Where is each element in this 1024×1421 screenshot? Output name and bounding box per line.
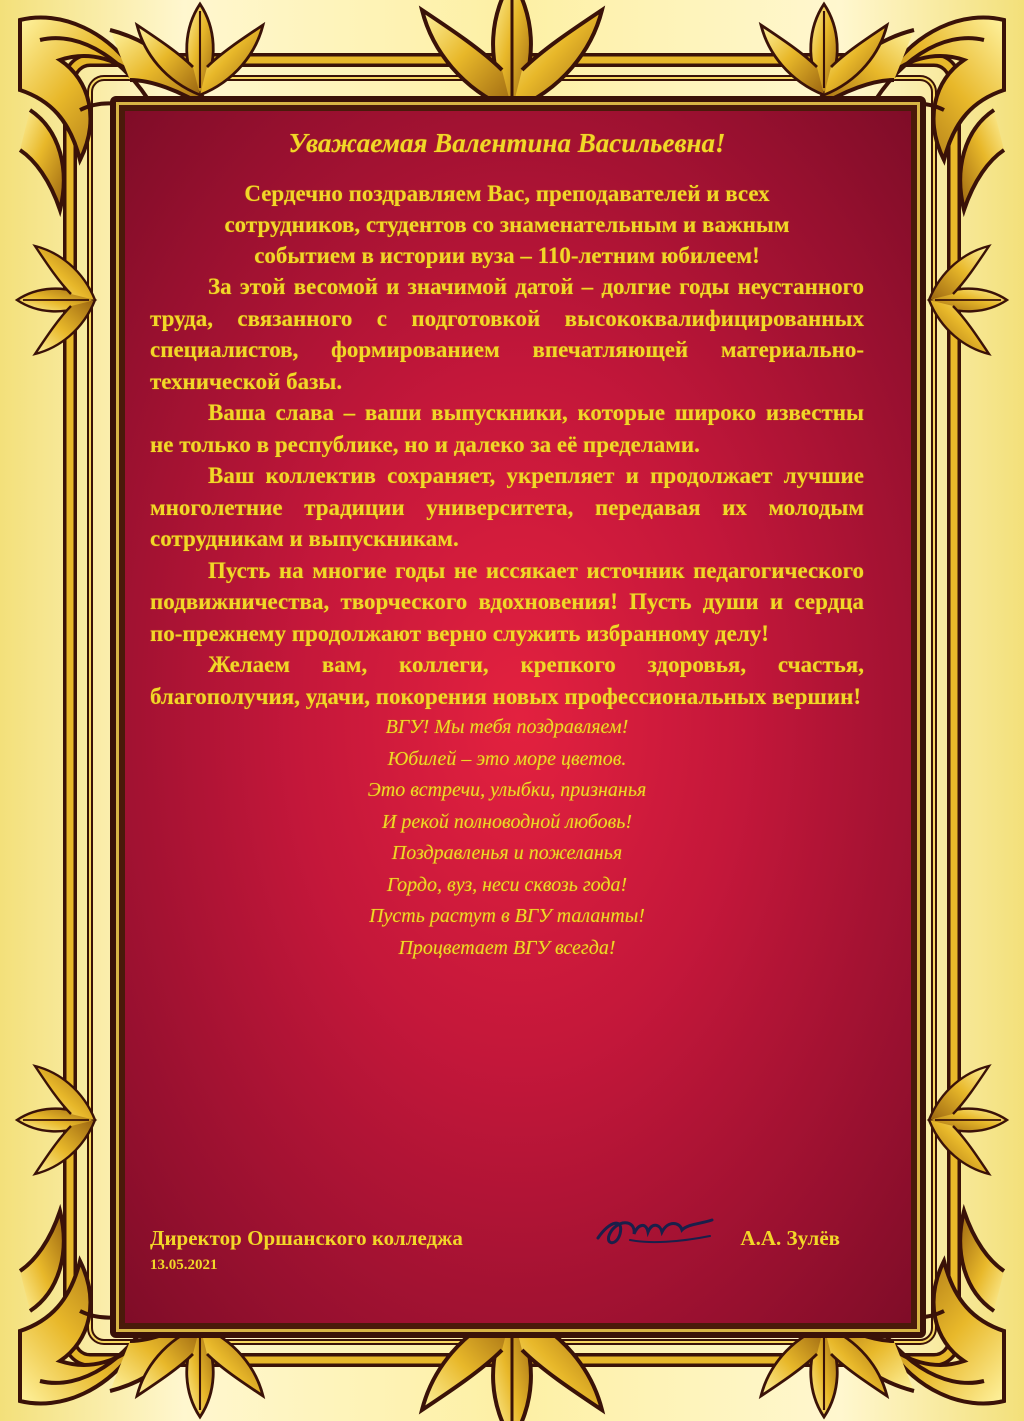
poem-line: Это встречи, улыбки, признанья (367, 779, 647, 801)
signature-date: 13.05.2021 (150, 1257, 218, 1273)
poem-line: ВГУ! Мы тебя поздравляем! (385, 716, 629, 738)
greeting-heading: Уважаемая Валентина Васильевна! (288, 128, 726, 158)
handwritten-signature-icon (590, 1200, 720, 1260)
letter-body (150, 120, 864, 964)
poem-line: Процветает ВГУ всегда! (398, 936, 616, 959)
paragraph: Ваш коллектив сохраняет, укрепляет и продолжает лучшие многолетние традиции университета, передавая их молодым сотрудникам и выпускникам. (150, 463, 864, 551)
paragraph: За этой весомой и значимой датой – долгие годы неустанного труда, связанного с подготовкой высококвалифицированных специалистов, формированием впечатляющей материально-технической базы. (150, 274, 864, 394)
lead-paragraph: Сердечно поздравляем Вас, преподавателей и всех сотрудников, студентов со знаменательным и важным событием в истории вуза – 110-летним юбилеем! (224, 181, 790, 268)
poem-line: Юбилей – это море цветов. (387, 747, 627, 770)
paragraph: Желаем вам, коллеги, крепкого здоровья, счастья, благополучия, удачи, покорения новых профессиональных вершин! (150, 652, 864, 709)
paragraph: Ваша слава – ваши выпускники, которые широко известны не только в республике, но и далеко за её пределами. (150, 400, 864, 457)
paragraph: Пусть на многие годы не иссякает источник педагогического подвижничества, творческого вдохновения! Пусть души и сердца по-прежнему продолжают верно служить избранному делу! (150, 557, 864, 646)
poem-line: Пусть растут в ВГУ таланты! (369, 905, 645, 927)
signature-block (150, 1222, 870, 1262)
signer-title: Директор Оршанского колледжа (150, 1226, 463, 1250)
signer-name: А.А. Зулёв (740, 1226, 840, 1250)
poem-line: Поздравленья и пожеланья (391, 842, 623, 864)
poem (150, 712, 864, 964)
poem-line: Гордо, вуз, неси сквозь года! (386, 873, 628, 896)
poem-line: И рекой полноводной любовь! (381, 810, 633, 833)
